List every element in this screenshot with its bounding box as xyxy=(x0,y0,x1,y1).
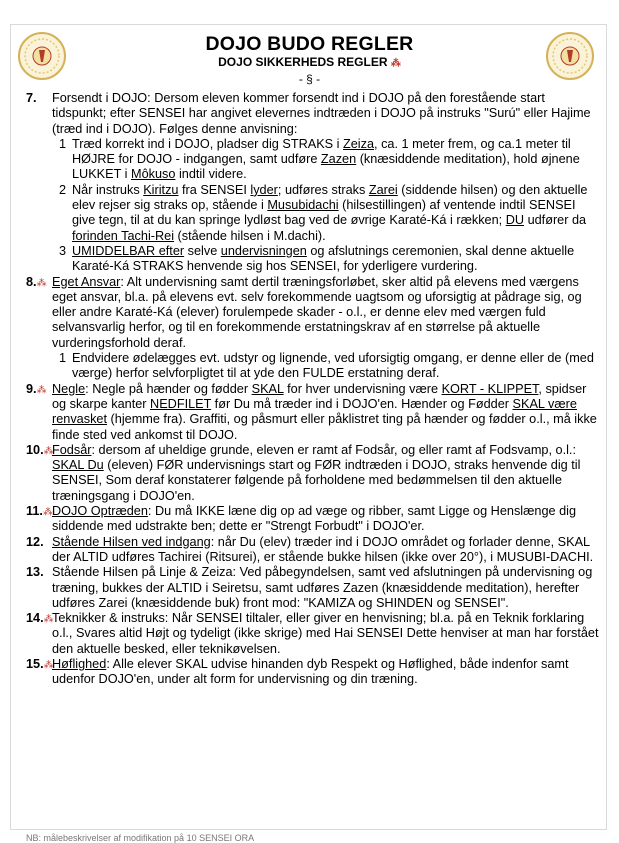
underlined-term: forinden Tachi-Rei xyxy=(72,228,175,243)
underlined-term: Stående Hilsen ved indgang xyxy=(52,534,211,549)
rule-text: : Du må IKKE læne dig op ad væge og ribber, samt Ligge og Henslænge dig siddende med udstrakte ben; dette er "Strengt Forbudt" i DOJO'er. xyxy=(52,504,577,534)
rule-body xyxy=(52,275,600,382)
underlined-term: Kiritzu xyxy=(143,182,179,197)
document-header xyxy=(0,33,619,86)
sub-rule-text xyxy=(72,137,600,183)
rule-mark-icon: ⁂ xyxy=(43,659,54,671)
rule-item xyxy=(26,443,600,504)
rule-body xyxy=(52,504,600,535)
underlined-term: lyder xyxy=(250,182,278,197)
rule-number-text: 12. xyxy=(26,534,44,549)
underlined-term: Eget Ansvar xyxy=(52,274,121,289)
rule-paragraph xyxy=(52,657,600,688)
sub-rule-text xyxy=(72,183,600,244)
rule-body xyxy=(52,611,600,657)
rule-body xyxy=(52,535,600,566)
rule-text: (stående hilsen i M.dachi). xyxy=(174,228,326,243)
page-title: DOJO BUDO REGLER xyxy=(205,33,414,55)
rules-list xyxy=(26,91,600,688)
underlined-term: SKAL xyxy=(251,381,284,396)
section-separator: - § - xyxy=(298,72,321,86)
underlined-term: undervisningen xyxy=(220,243,307,258)
underlined-term: DU xyxy=(505,213,525,228)
underlined-term: Høflighed xyxy=(52,656,107,671)
rule-mark-icon: ⁂ xyxy=(43,614,54,626)
rule-text: før Du må træder ind i DOJO'en. Hænder og Fødder xyxy=(211,396,513,411)
rule-item xyxy=(26,91,600,275)
rule-item xyxy=(26,504,600,535)
rule-paragraph xyxy=(52,611,600,657)
rule-body xyxy=(52,443,600,504)
rule-body xyxy=(52,91,600,275)
page-subtitle xyxy=(0,55,619,71)
rule-text: : Alt undervisning samt dertil træningsforløbet, sker altid på elevens med værgens eget ansvar, bl.a. på elevens evt. selv forekommende uagtsom og uforsigtig at pådrage sig, og eller andre Karaté-Ká (elever) forulempede skader - o.l., er denne elev med værgen fuld selvansvarlig herfor, og til en forekommende erstatningskrav af en størrelse på aktuelle vurderingsforhold deraf. xyxy=(52,274,582,350)
rule-mark-icon: ⁂ xyxy=(36,384,47,396)
rule-number-text: 10. xyxy=(26,442,44,457)
rule-item xyxy=(26,275,600,382)
rule-text: udfører da xyxy=(524,213,587,228)
underlined-term: Fodsår xyxy=(52,442,92,457)
rule-number-text: 13. xyxy=(26,565,44,580)
rule-mark-icon: ⁂ xyxy=(43,445,54,457)
rule-paragraph xyxy=(52,275,600,351)
sub-rule-number: 1 xyxy=(58,136,66,151)
underlined-term: Zarei xyxy=(368,182,398,197)
rule-item xyxy=(26,382,600,443)
rule-text: Teknikker & instruks: Når SENSEI tiltaler, eller giver en henvisning; bl.a. på en Teknik forklaring o.l., Svares altid Højt og tydeligt (ikke skrige) med Hai SENSEI Dette henviser at man har forstået den aktuelle besked, eller teknikøvelsen. xyxy=(52,611,599,656)
rule-number-text: 7. xyxy=(26,91,37,105)
rule-text: : dersom af uheldige grunde, eleven er ramt af Fodsår, og eller ramt af Fodsvamp, o.l.: xyxy=(91,442,576,457)
rule-number xyxy=(26,611,52,657)
rule-item xyxy=(26,657,600,688)
rule-paragraph xyxy=(52,535,600,566)
sub-rule-number: 1 xyxy=(58,351,66,366)
rule-text: Når instruks xyxy=(72,182,144,197)
rule-number xyxy=(26,504,52,535)
rule-text: (hjemme fra). Graffiti, og påsmurt eller påklistret ting på hænder og fødder o.l., må ikke finde sted ved ankomst til DOJO. xyxy=(52,412,597,442)
rule-text: : Negle på hænder og fødder xyxy=(85,381,252,396)
sub-rule-number: 3 xyxy=(58,243,66,258)
rule-text: selve xyxy=(184,243,221,258)
underlined-term: Zeiza xyxy=(342,136,375,151)
rule-paragraph xyxy=(52,443,600,504)
rule-text: , spidser og skarpe kanter xyxy=(52,381,587,411)
underlined-term: Negle xyxy=(52,381,86,396)
rule-text: ; udføres straks xyxy=(277,182,369,197)
rule-body xyxy=(52,657,600,688)
rule-body xyxy=(52,565,600,611)
rule-text: : Alle elever SKAL udvise hinanden dyb Respekt og Høflighed, både indenfor samt udenfor DOJO'en, under alt form for undervisning og din træning. xyxy=(52,656,569,687)
rule-text: (siddende hilsen) og den aktuelle elev rejser sig straks op, stående i xyxy=(72,182,588,213)
rule-number xyxy=(26,657,52,688)
rule-text: , ca. 1 meter frem, og ca.1 meter til HØJRE for DOJO - indgangen, samt udføre xyxy=(72,136,571,167)
rule-paragraph xyxy=(52,91,600,137)
underlined-term: Zazen xyxy=(320,152,357,167)
rule-text: (knæsiddende meditation), hold øjnene LUKKET i xyxy=(72,152,580,182)
rule-number-text: 11. xyxy=(26,504,43,519)
sub-rule-number: 2 xyxy=(58,182,66,197)
rule-number xyxy=(26,382,52,443)
rule-item xyxy=(26,535,600,566)
rule-body xyxy=(52,382,600,443)
rule-text: Endvidere ødelægges evt. udstyr og lignende, ved uforsigtig omgang, er denne eller de (med værge) herfor selvforpligtet til at yde den FULDE erstatning deraf. xyxy=(72,351,594,381)
rule-text: Stående Hilsen på Linje & Zeiza: Ved påbegyndelsen, samt ved afslutningen på undervisning og træning, bukkes der ALTID i Seiretsu, samt udføres Zazen (knæsiddende meditation), herefter udføres Zarei (knæsiddende buk) front mod: "KAMIZA og SHINDEN og SENSEI". xyxy=(52,565,593,610)
underlined-term: SKAL Du xyxy=(52,458,104,473)
sub-rule-item xyxy=(38,244,600,275)
underlined-term: KORT - KLIPPET xyxy=(441,381,539,396)
sub-rule-item xyxy=(38,137,600,183)
subtitle-mark-icon: ⁂ xyxy=(390,58,401,69)
underlined-term: UMIDDELBAR efter xyxy=(72,243,185,258)
rule-mark-icon: ⁂ xyxy=(42,507,53,519)
subtitle-text: DOJO SIKKERHEDS REGLER xyxy=(218,55,388,69)
rule-text: for hver undervisning være xyxy=(283,381,442,396)
rule-text: : når Du (elev) træder ind i DOJO området og forlader denne, SKAL der ALTID udføres Tachirei (Ritsurei), er stående bukke hilsen (ikke over 20°), i MUSUBI-DACHI. xyxy=(52,534,594,564)
sub-rule-text xyxy=(72,244,600,275)
rule-text: Træd korrekt ind i DOJO, pladser dig STRAKS i xyxy=(72,136,343,151)
underlined-term: DOJO Optræden xyxy=(52,504,148,519)
rule-number-text: 8. xyxy=(26,274,37,289)
rule-text: fra SENSEI xyxy=(178,182,251,197)
sub-rule-text xyxy=(72,351,600,382)
rule-item xyxy=(26,565,600,611)
rule-number xyxy=(26,443,52,504)
rule-text: (hilsestillingen) af ventende indtil SENSEI give tegn, til at du kan springe lydløst bag ved de øvrige Karaté-Ká i rækken; xyxy=(72,198,576,228)
rule-number xyxy=(26,535,52,566)
rule-text: indtil videre. xyxy=(175,167,247,182)
sub-rule-item xyxy=(38,351,600,382)
underlined-term: SKAL være renvasket xyxy=(52,396,577,427)
rule-paragraph xyxy=(52,504,600,535)
rule-text: Forsendt i DOJO: Dersom eleven kommer forsendt ind i DOJO på den forestående start tidspunkt; efter SENSEI har angivet elevernes indtræden i DOJO på instruks "Surú" eller Hajime (træd ind i DOJO). Følges denne anvisning: xyxy=(52,91,591,136)
rule-paragraph xyxy=(52,565,600,611)
rule-item xyxy=(26,611,600,657)
underlined-term: NEDFILET xyxy=(150,396,212,411)
rule-text: (eleven) FØR undervisnings start og FØR indtræden i DOJO, straks henvende dig til SENSEI, Som deraf konstaterer følgende på forholdene med bedømmelsen til den aktuelle træningsgang i DOJO'en. xyxy=(52,458,581,503)
rule-number-text: 15. xyxy=(26,656,44,671)
rule-number xyxy=(26,565,52,611)
rule-number-text: 9. xyxy=(26,381,37,396)
rule-text: og afslutnings ceremonien, skal denne aktuelle Karaté-Ká STRAKS henvende sig hos SENSEI, for yderligere vurdering. xyxy=(72,243,575,274)
footer-note: NB: målebeskrivelser af modifikation på 10 SENSEI ORA xyxy=(26,833,255,843)
underlined-term: Môkuso xyxy=(131,167,176,182)
sub-rule-item xyxy=(38,183,600,244)
rule-number-text: 14. xyxy=(26,611,44,626)
rule-paragraph xyxy=(52,382,600,443)
rule-mark-icon: ⁂ xyxy=(36,277,47,289)
underlined-term: Musubidachi xyxy=(267,198,339,213)
